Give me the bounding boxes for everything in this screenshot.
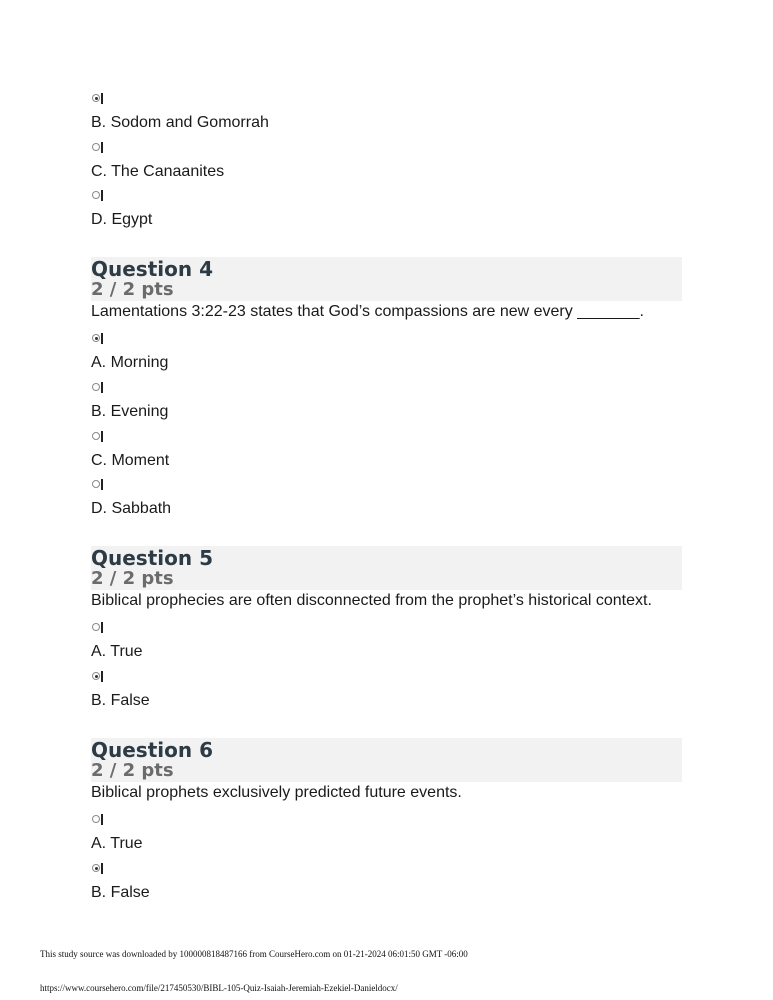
- q3-option-b-radio[interactable]: [92, 94, 100, 102]
- q5-option-a-radio[interactable]: [92, 623, 100, 631]
- question-4-title: Question 4: [91, 257, 213, 281]
- question-6-header: [91, 738, 682, 782]
- q5-option-b-radio[interactable]: [92, 672, 100, 680]
- q4-option-c-label: C. Moment: [91, 452, 170, 469]
- q3-option-c-label: C. The Canaanites: [91, 163, 225, 180]
- question-6-points: 2 / 2 pts: [91, 760, 174, 781]
- q3-option-c-radio[interactable]: [92, 143, 100, 151]
- question-4-points: 2 / 2 pts: [91, 279, 174, 300]
- q5-option-b-label: B. False: [91, 692, 150, 709]
- q4-option-b-label: B. Evening: [91, 403, 169, 420]
- q6-option-b-label: B. False: [91, 884, 150, 901]
- q6-option-b-radio[interactable]: [92, 864, 100, 872]
- question-5-header: [91, 546, 682, 590]
- q4-option-a-radio[interactable]: [92, 334, 100, 342]
- q6-option-a-radio[interactable]: [92, 815, 100, 823]
- q4-option-b-radio[interactable]: [92, 383, 100, 391]
- question-5-points: 2 / 2 pts: [91, 568, 174, 589]
- question-6-title: Question 6: [91, 738, 213, 762]
- question-4-text: Lamentations 3:22-23 states that God’s compassions are new every _______.: [91, 303, 644, 320]
- source-url[interactable]: https://www.coursehero.com/file/217450530/BIBL-105-Quiz-Isaiah-Jeremiah-Ezekiel-Danieldocx/: [40, 983, 398, 993]
- q3-option-d-label: D. Egypt: [91, 211, 153, 228]
- q4-option-a-label: A. Morning: [91, 354, 169, 371]
- download-source-notice: This study source was downloaded by 100000818487166 from CourseHero.com on 01-21-2024 06:01:50 GMT -06:00: [40, 949, 468, 959]
- q6-option-a-label: A. True: [91, 835, 143, 852]
- question-5-title: Question 5: [91, 546, 213, 570]
- question-6-text: Biblical prophets exclusively predicted future events.: [91, 784, 462, 801]
- q4-option-d-label: D. Sabbath: [91, 500, 172, 517]
- q3-option-b-label: B. Sodom and Gomorrah: [91, 114, 269, 131]
- question-5-text: Biblical prophecies are often disconnected from the prophet’s historical context.: [91, 592, 652, 609]
- question-4-header: [91, 257, 682, 301]
- q4-option-c-radio[interactable]: [92, 432, 100, 440]
- q5-option-a-label: A. True: [91, 643, 143, 660]
- q3-option-d-radio[interactable]: [92, 191, 100, 199]
- q4-option-d-radio[interactable]: [92, 480, 100, 488]
